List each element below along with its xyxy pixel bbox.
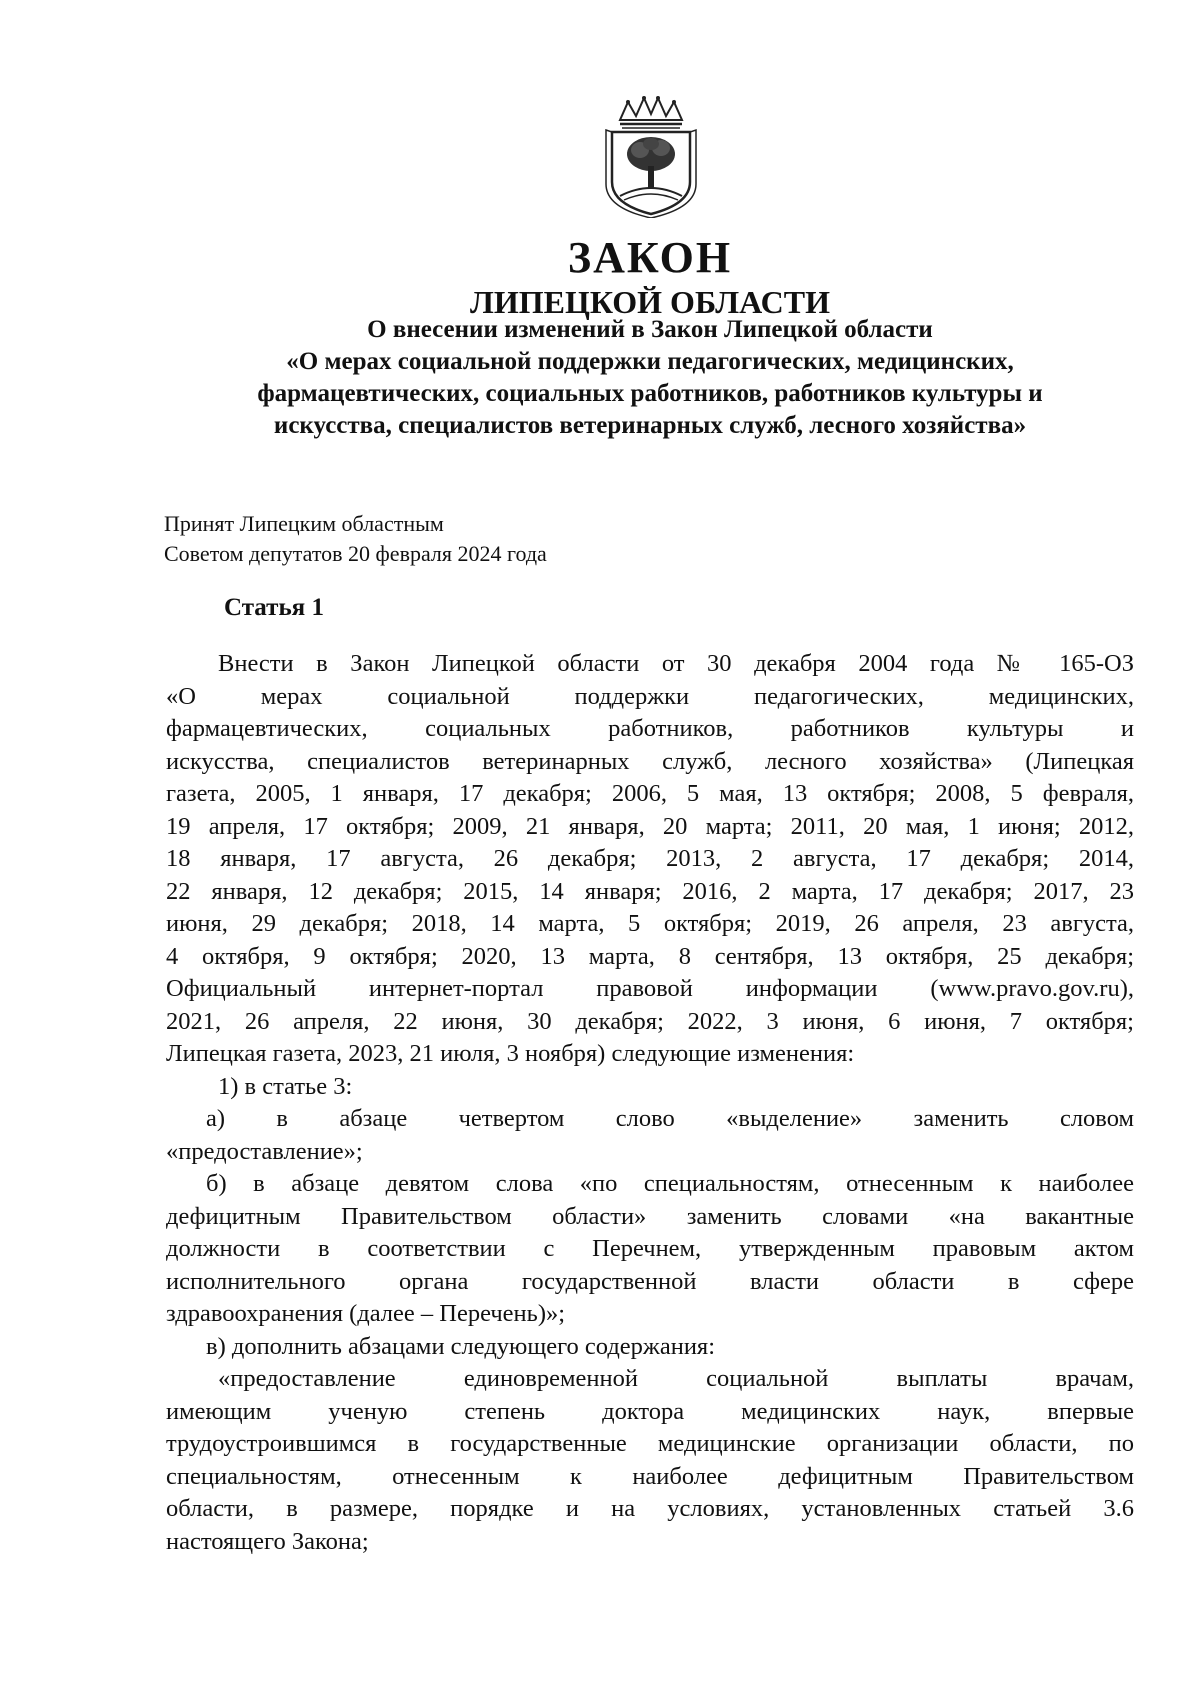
body-line: Внести в Закон Липецкой области от 30 декабря 2004 года № 165-ОЗ xyxy=(218,650,1134,677)
body-line: области, в размере, порядке и на условиях, установленных статьей 3.6 xyxy=(166,1495,1134,1522)
body-line: 22 января, 12 декабря; 2015, 14 января; 2016, 2 марта, 17 декабря; 2017, 23 xyxy=(166,877,1134,905)
body-line: 18 января, 17 августа, 26 декабря; 2013, 2 августа, 17 декабря; 2014, xyxy=(166,845,1134,872)
body-line: фармацевтических, социальных работников, работников культуры и xyxy=(166,715,1134,742)
body-line: «предоставление единовременной социальной выплаты врачам, xyxy=(218,1365,1134,1392)
lipetsk-coat-of-arms-icon xyxy=(598,96,704,218)
article-body xyxy=(166,648,1134,1558)
body-line: 19 апреля, 17 октября; 2009, 21 января, 20 марта; 2011, 20 мая, 1 июня; 2012, xyxy=(166,812,1134,840)
heading-line: «О мерах социальной поддержки педагогических, медицинских, xyxy=(286,348,1014,375)
law-title: ЗАКОН xyxy=(567,233,733,282)
body-line: дефицитным Правительством области» заменить словами «на вакантные xyxy=(166,1202,1134,1230)
body-line: имеющим ученую степень доктора медицинских наук, впервые xyxy=(166,1397,1134,1425)
body-line: настоящего Закона; xyxy=(166,1527,369,1555)
coat-of-arms xyxy=(598,96,704,218)
body-line: здравоохранения (далее – Перечень)»; xyxy=(166,1300,566,1327)
body-line: июня, 29 декабря; 2018, 14 марта, 5 октября; 2019, 26 апреля, 23 августа, xyxy=(166,910,1134,937)
body-line: «предоставление»; xyxy=(166,1137,363,1165)
heading-line: искусства, специалистов ветеринарных служб, лесного хозяйства» xyxy=(273,412,1027,439)
body-line: специальностям, отнесенным к наиболее дефицитным Правительством xyxy=(166,1462,1134,1490)
adoption-note xyxy=(164,509,547,569)
heading-line: О внесении изменений в Закон Липецкой области xyxy=(367,316,933,343)
heading-line: фармацевтических, социальных работников, работников культуры и xyxy=(257,380,1043,407)
adoption-line: Принят Липецким областным xyxy=(164,511,444,536)
law-heading xyxy=(170,314,1130,442)
body-line: 2021, 26 апреля, 22 июня, 30 декабря; 2022, 3 июня, 6 июня, 7 октября; xyxy=(166,1007,1134,1035)
body-line: трудоустроившимся в государственные медицинские организации области, по xyxy=(166,1430,1134,1457)
body-line: Официальный интернет-портал правовой информации (www.pravo.gov.ru), xyxy=(166,975,1134,1002)
article-title: Статья 1 xyxy=(224,594,324,621)
body-line: исполнительного органа государственной власти области в сфере xyxy=(166,1267,1134,1295)
body-line: должности в соответствии с Перечнем, утвержденным правовым актом xyxy=(166,1235,1134,1262)
law-region: ЛИПЕЦКОЙ ОБЛАСТИ xyxy=(470,284,830,320)
body-line: 1) в статье 3: xyxy=(218,1072,353,1100)
body-line: а) в абзаце четвертом слово «выделение» заменить словом xyxy=(206,1105,1134,1132)
body-line: б) в абзаце девятом слова «по специальностям, отнесенным к наиболее xyxy=(206,1170,1134,1197)
body-line: Липецкая газета, 2023, 21 июля, 3 ноября) следующие изменения: xyxy=(166,1040,855,1067)
body-line: в) дополнить абзацами следующего содержания: xyxy=(206,1332,716,1360)
body-line: газета, 2005, 1 января, 17 декабря; 2006, 5 мая, 13 октября; 2008, 5 февраля, xyxy=(166,780,1134,807)
body-line: искусства, специалистов ветеринарных служб, лесного хозяйства» (Липецкая xyxy=(166,747,1134,775)
body-line: «О мерах социальной поддержки педагогических, медицинских, xyxy=(166,682,1134,710)
body-line: 4 октября, 9 октября; 2020, 13 марта, 8 сентября, 13 октября, 25 декабря; xyxy=(166,942,1134,970)
adoption-line: Советом депутатов 20 февраля 2024 года xyxy=(164,541,547,566)
